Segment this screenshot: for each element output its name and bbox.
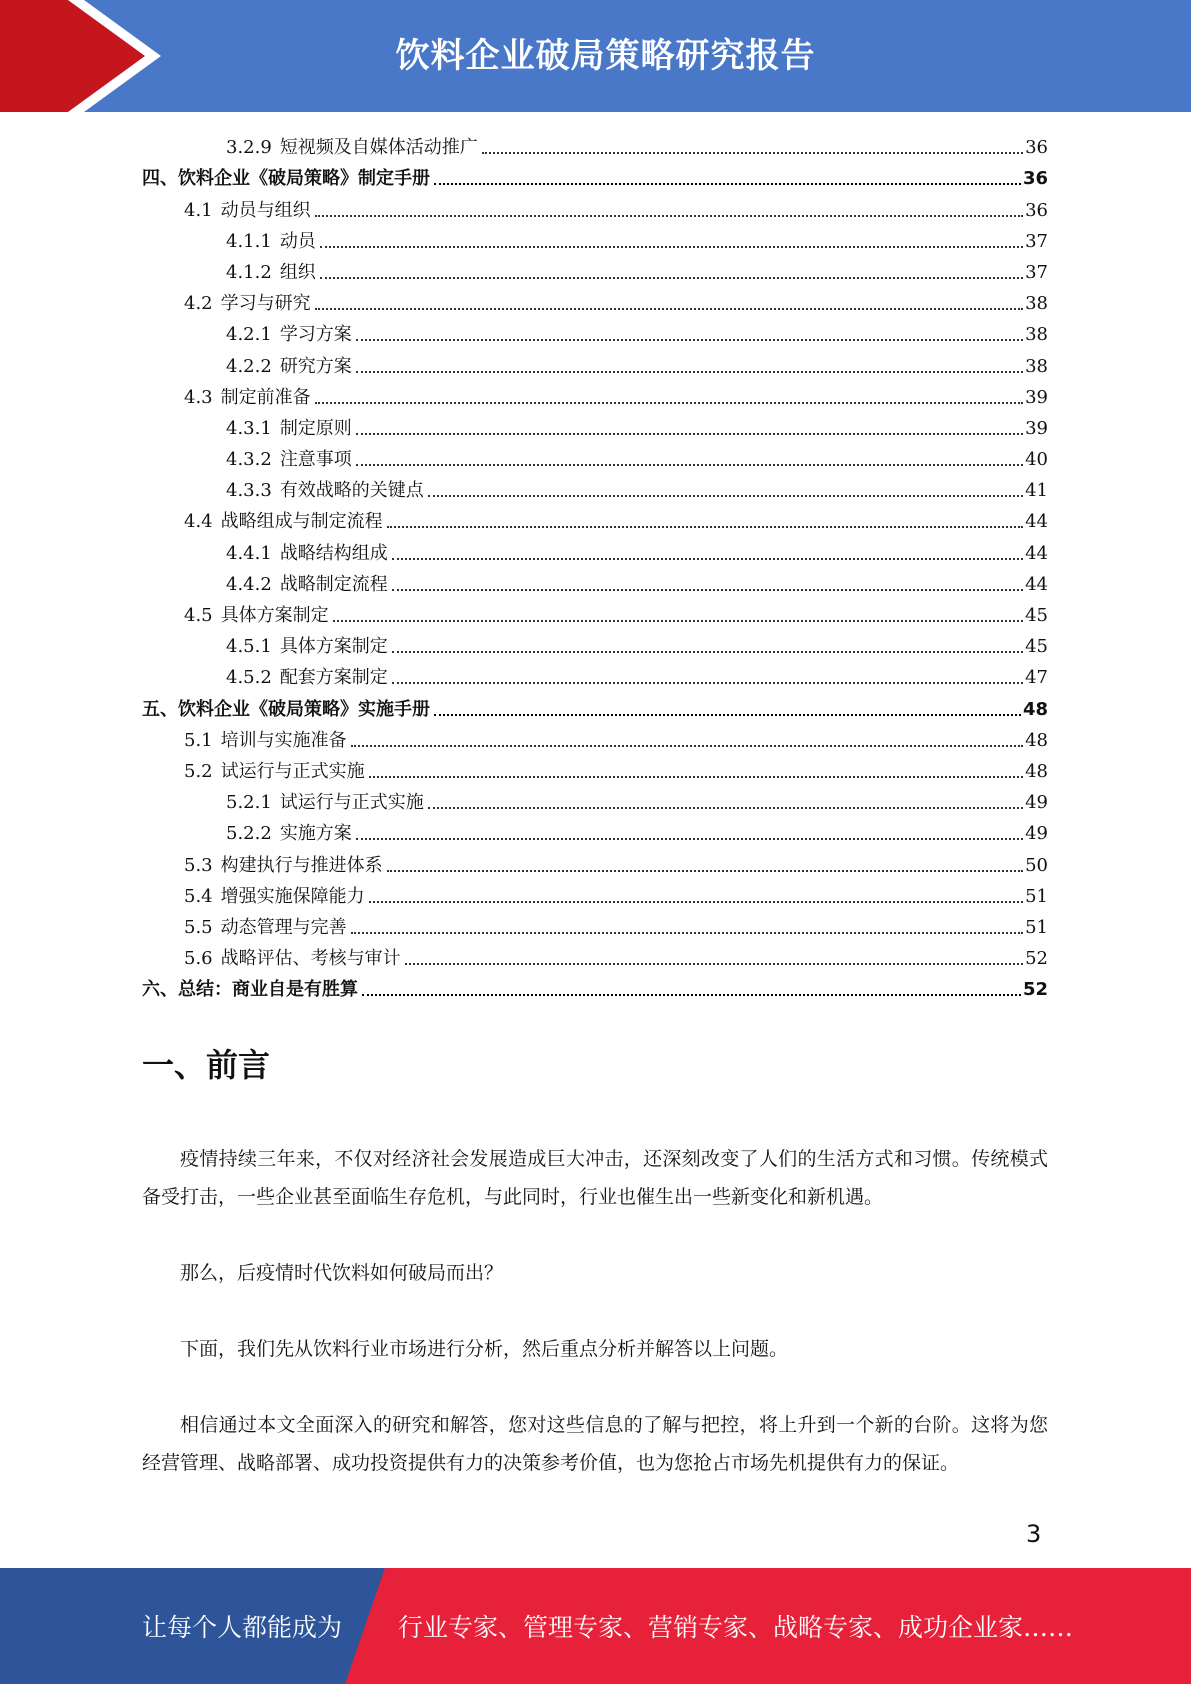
- toc-entry-title: 六、总结：商业自是有胜算: [142, 979, 358, 1001]
- toc-entry-number: 4.4.1: [226, 542, 272, 564]
- toc-entry-page: 45: [1025, 605, 1048, 626]
- toc-entry-title: 五、饮料企业《破局策略》实施手册: [142, 698, 430, 720]
- toc-entry-number: 5.3: [184, 854, 213, 876]
- toc-entry[interactable]: [142, 752, 1048, 783]
- toc-entry[interactable]: [142, 128, 1048, 159]
- toc-entry-title: 有效战略的关键点: [279, 480, 424, 502]
- toc-dot-leader: [356, 433, 1023, 435]
- toc-entry[interactable]: [142, 378, 1048, 409]
- toc-entry-title: 培训与实施准备: [220, 729, 347, 751]
- toc-entry-title: 制定前准备: [220, 386, 311, 408]
- toc-entry-title: 战略结构组成: [279, 542, 388, 564]
- toc-entry-title: 组织: [279, 261, 316, 283]
- toc-entry-title: 构建执行与推进体系: [220, 854, 383, 876]
- toc-dot-leader: [392, 682, 1023, 684]
- footer-slogan-right: 行业专家、管理专家、营销专家、战略专家、成功企业家……: [398, 1613, 1074, 1642]
- toc-dot-leader: [362, 994, 1021, 996]
- toc-entry[interactable]: [142, 222, 1048, 253]
- toc-entry-number: 4.1.2: [226, 261, 272, 283]
- toc-entry-title: 增强实施保障能力: [220, 885, 365, 907]
- toc-entry-number: 4.4: [184, 511, 213, 533]
- toc-entry-number: 4.3.1: [226, 417, 272, 439]
- toc-entry-page: 48: [1025, 729, 1048, 751]
- toc-entry-page: 51: [1025, 916, 1048, 938]
- toc-entry-number: 5.2: [184, 760, 213, 782]
- toc-entry[interactable]: [142, 814, 1048, 845]
- footer-slogan-left: 让每个人都能成为: [142, 1613, 343, 1642]
- toc-entry[interactable]: [142, 939, 1048, 970]
- toc-entry-number: 5.5: [184, 916, 213, 938]
- toc-entry-title: 制定原则: [279, 417, 352, 439]
- toc-dot-leader: [351, 932, 1023, 934]
- toc-entry-title: 试运行与正式实施: [279, 792, 424, 814]
- toc-dot-leader: [356, 464, 1023, 466]
- toc-entry[interactable]: [142, 689, 1048, 720]
- toc-entry-number: 3.2.9: [226, 137, 272, 159]
- toc-dot-leader: [351, 745, 1023, 747]
- toc-entry-title: 具体方案制定: [220, 605, 329, 626]
- toc-entry-number: 5.4: [184, 885, 213, 907]
- toc-dot-leader: [320, 277, 1023, 279]
- toc-entry-page: 38: [1025, 293, 1048, 315]
- report-title: 饮料企业破局策略研究报告: [395, 36, 816, 76]
- toc-dot-leader: [333, 620, 1023, 622]
- toc-entry-title: 动态管理与完善: [220, 916, 347, 938]
- toc-entry-page: 39: [1025, 417, 1048, 439]
- toc-entry-title: 学习与研究: [220, 293, 311, 315]
- toc-entry-page: 45: [1025, 636, 1048, 658]
- toc-dot-leader: [392, 651, 1023, 653]
- toc-entry-page: 48: [1025, 760, 1048, 782]
- toc-entry[interactable]: [142, 627, 1048, 658]
- toc-entry-page: 52: [1025, 948, 1048, 970]
- toc-entry-number: 4.3.2: [226, 449, 272, 471]
- toc-entry[interactable]: [142, 721, 1048, 752]
- toc-dot-leader: [315, 308, 1023, 310]
- paragraph: 下面，我们先从饮料行业市场进行分析，然后重点分析并解答以上问题。: [180, 1338, 789, 1360]
- paragraph: 疫情持续三年来，不仅对经济社会发展造成巨大冲击，还深刻改变了人们的生活方式和习惯。传统模式备受打击，一些企业甚至面临生存危机，与此同时，行业也催生出一些新变化和新机遇。: [142, 1148, 1048, 1208]
- toc-entry-title: 战略评估、考核与审计: [220, 948, 401, 970]
- toc-entry-title: 学习方案: [279, 324, 352, 346]
- toc-dot-leader: [387, 526, 1023, 528]
- toc-entry-page: 44: [1025, 511, 1048, 533]
- toc-entry-number: 4.2.2: [226, 355, 272, 377]
- toc-entry-title: 动员与组织: [220, 199, 311, 221]
- toc-entry-page: 49: [1025, 792, 1048, 814]
- toc-entry-number: 4.5.1: [226, 636, 272, 658]
- toc-dot-leader: [356, 371, 1023, 373]
- toc-dot-leader: [315, 215, 1023, 217]
- toc-entry-page: 36: [1022, 168, 1048, 190]
- paragraph: 那么，后疫情时代饮料如何破局而出？: [180, 1262, 504, 1284]
- toc-entry-page: 41: [1025, 480, 1048, 502]
- section-content: [142, 1140, 1048, 1520]
- toc-dot-leader: [315, 402, 1023, 404]
- toc-entry[interactable]: [142, 783, 1048, 814]
- toc-entry-page: 37: [1025, 261, 1048, 283]
- toc-entry-title: 四、饮料企业《破局策略》制定手册: [142, 168, 430, 190]
- toc-entry-page: 48: [1022, 698, 1048, 720]
- toc-entry-page: 40: [1025, 449, 1048, 471]
- page-number: 3: [1026, 1520, 1042, 1548]
- toc-entry-page: 37: [1025, 230, 1048, 252]
- toc-entry-number: 5.2.2: [226, 823, 272, 845]
- toc-dot-leader: [428, 495, 1023, 497]
- paragraph: 相信通过本文全面深入的研究和解答，您对这些信息的了解与把控，将上升到一个新的台阶。这将为您经营管理、战略部署、成功投资提供有力的决策参考价值，也为您抢占市场先机提供有力的保证。: [142, 1414, 1048, 1474]
- toc-entry-page: 50: [1025, 854, 1048, 876]
- toc-entry-number: 5.1: [184, 729, 213, 751]
- toc-dot-leader: [369, 901, 1023, 903]
- toc-entry-page: 52: [1022, 979, 1048, 1001]
- toc-entry[interactable]: [142, 970, 1048, 1001]
- toc-entry-number: 4.4.2: [226, 573, 272, 595]
- toc-entry-title: 动员: [279, 230, 316, 252]
- toc-entry-title: 试运行与正式实施: [220, 760, 365, 782]
- header-banner: [0, 0, 1191, 112]
- toc-entry-number: 4.2.1: [226, 324, 272, 346]
- toc-entry-page: 36: [1025, 137, 1048, 159]
- toc-entry[interactable]: [142, 658, 1048, 689]
- toc-entry[interactable]: [142, 253, 1048, 284]
- toc-entry[interactable]: [142, 190, 1048, 221]
- toc-dot-leader: [387, 870, 1023, 872]
- toc-dot-leader: [428, 807, 1023, 809]
- toc-dot-leader: [320, 246, 1023, 248]
- toc-entry-title: 战略组成与制定流程: [220, 511, 383, 533]
- toc-dot-leader: [369, 776, 1023, 778]
- toc-entry-page: 44: [1025, 542, 1048, 564]
- toc-entry-title: 具体方案制定: [279, 636, 388, 658]
- toc-entry[interactable]: [142, 596, 1048, 627]
- toc-dot-leader: [392, 589, 1023, 591]
- toc-entry-title: 实施方案: [279, 823, 352, 845]
- toc-dot-leader: [405, 963, 1023, 965]
- toc-entry-title: 战略制定流程: [279, 573, 388, 595]
- toc-entry-page: 38: [1025, 355, 1048, 377]
- toc-entry[interactable]: [142, 346, 1048, 377]
- section-heading: 一、前言: [142, 1046, 271, 1084]
- toc-entry[interactable]: [142, 565, 1048, 596]
- toc-entry-title: 研究方案: [279, 355, 352, 377]
- toc-entry-title: 短视频及自媒体活动推广: [279, 137, 478, 159]
- toc-entry-number: 4.3.3: [226, 480, 272, 502]
- toc-entry-page: 38: [1025, 324, 1048, 346]
- toc-dot-leader: [356, 339, 1023, 341]
- toc-entry-number: 4.5.2: [226, 667, 272, 689]
- toc-entry[interactable]: [142, 284, 1048, 315]
- toc-entry-number: 4.2: [184, 293, 213, 315]
- toc-dot-leader: [434, 183, 1021, 185]
- toc-entry[interactable]: [142, 908, 1048, 939]
- toc-entry-number: 4.5: [184, 605, 213, 626]
- toc-entry-page: 49: [1025, 823, 1048, 845]
- toc-entry[interactable]: [142, 533, 1048, 564]
- toc-entry[interactable]: [142, 159, 1048, 190]
- toc-entry-page: 44: [1025, 573, 1048, 595]
- toc-entry-number: 5.2.1: [226, 792, 272, 814]
- toc-dot-leader: [356, 838, 1023, 840]
- toc-dot-leader: [482, 152, 1023, 154]
- table-of-contents: [142, 128, 1048, 1001]
- toc-entry-page: 47: [1025, 667, 1048, 689]
- toc-entry[interactable]: [142, 471, 1048, 502]
- toc-entry-number: 4.1: [184, 199, 213, 221]
- toc-entry-title: 注意事项: [279, 449, 352, 471]
- toc-entry-number: 4.3: [184, 386, 213, 408]
- toc-entry-page: 51: [1025, 885, 1048, 907]
- toc-entry[interactable]: [142, 502, 1048, 533]
- toc-entry[interactable]: [142, 409, 1048, 440]
- toc-entry[interactable]: [142, 845, 1048, 876]
- toc-dot-leader: [434, 714, 1021, 716]
- toc-entry-page: 36: [1025, 199, 1048, 221]
- toc-entry-number: 4.1.1: [226, 230, 272, 252]
- toc-entry[interactable]: [142, 877, 1048, 908]
- toc-dot-leader: [392, 558, 1023, 560]
- footer-banner: [0, 1568, 1191, 1684]
- toc-entry-title: 配套方案制定: [279, 667, 388, 689]
- toc-entry-number: 5.6: [184, 948, 213, 970]
- toc-entry-page: 39: [1025, 386, 1048, 408]
- toc-entry[interactable]: [142, 315, 1048, 346]
- toc-entry[interactable]: [142, 440, 1048, 471]
